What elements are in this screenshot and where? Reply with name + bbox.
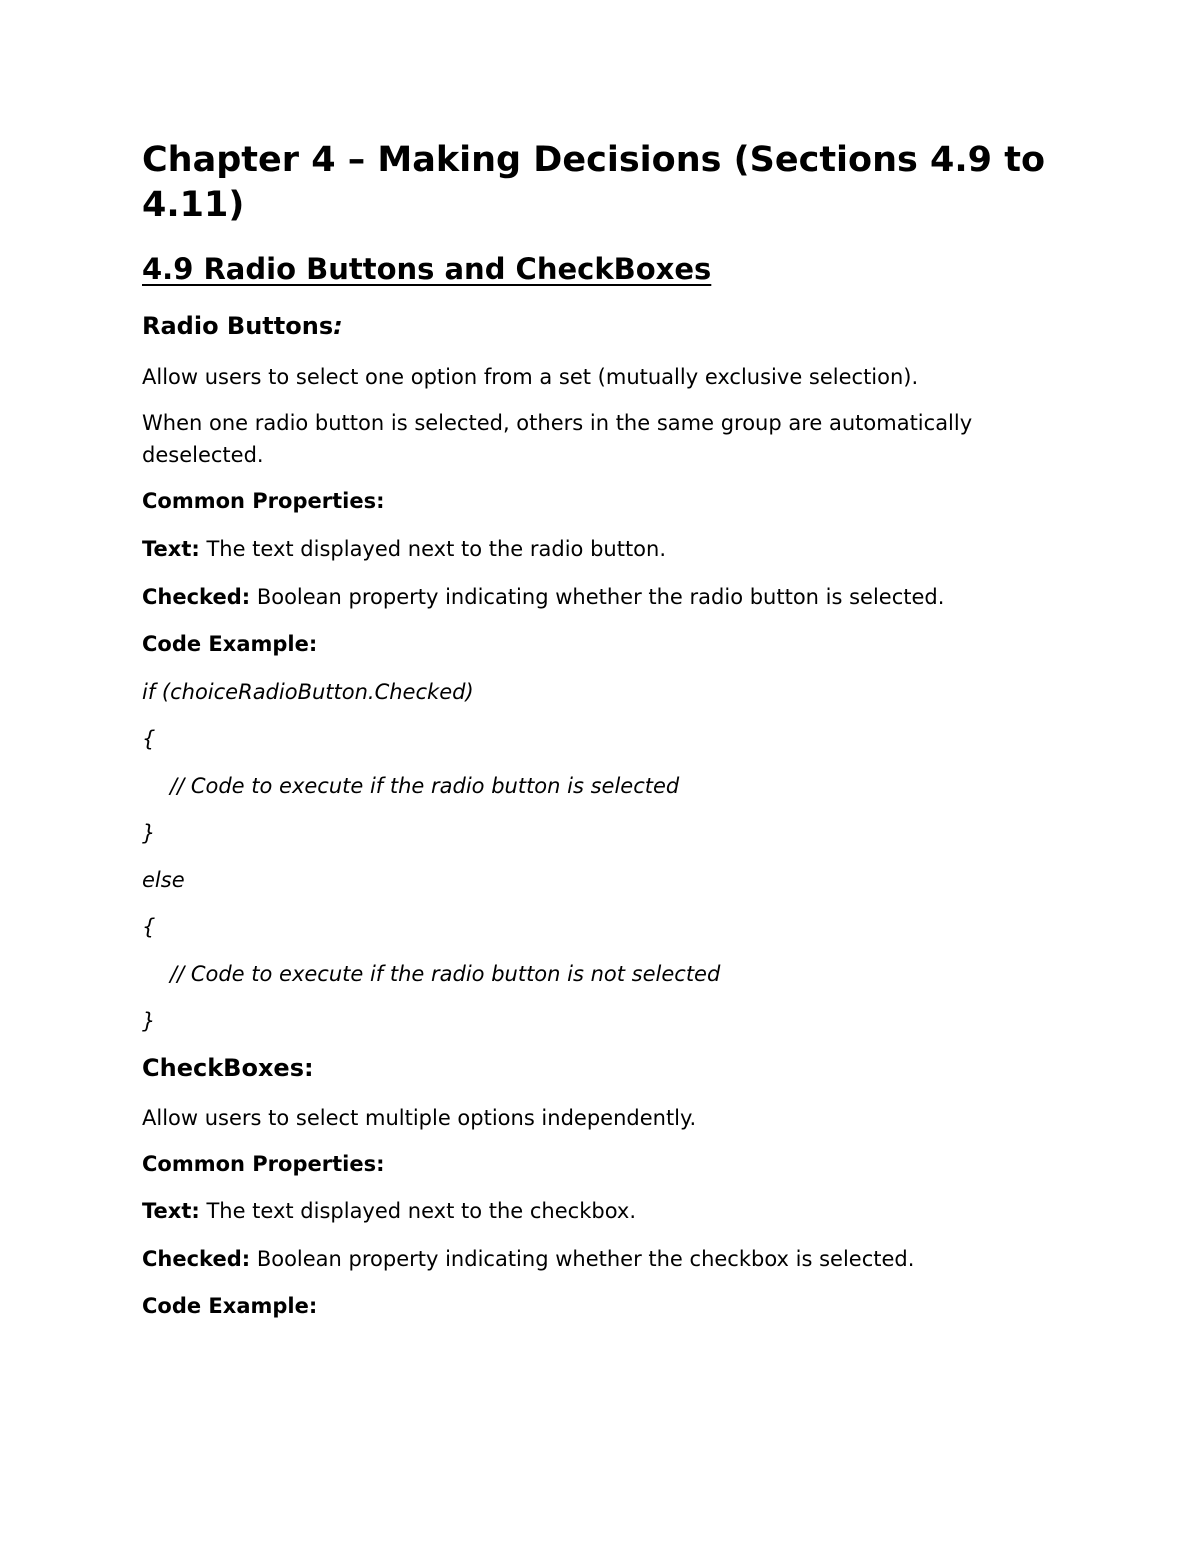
checkbox-text-property-desc: The text displayed next to the checkbox. [199,1199,636,1223]
checkbox-code-example-label [142,1290,1062,1322]
radio-text-property [142,533,1062,565]
radio-checked-property [142,581,1062,613]
radio-buttons-heading-text: Radio Buttons [142,312,334,340]
section-heading: 4.9 Radio Buttons and CheckBoxes [142,252,712,286]
radio-buttons-heading [142,309,1062,343]
checkbox-desc-1: Allow users to select multiple options independently. [142,1106,697,1130]
radio-desc-2: When one radio button is selected, others in the same group are automatically deselected. [142,411,973,467]
radio-text-property-desc: The text displayed next to the radio button. [199,537,667,561]
checkbox-code-example-text: Code Example: [142,1294,318,1318]
radio-checked-property-desc: Boolean property indicating whether the radio button is selected. [250,585,945,609]
document-page [142,138,1062,1322]
radio-common-properties-text: Common Properties: [142,489,385,513]
chapter-title: Chapter 4 – Making Decisions (Sections 4.9 to 4.11) [142,140,1045,225]
radio-code-example-label [142,628,1062,660]
radio-common-properties-label [142,485,1062,517]
radio-desc-1: Allow users to select one option from a set (mutually exclusive selection). [142,365,919,389]
code-line: } [142,821,156,845]
radio-buttons-heading-colon: : [333,312,343,340]
code-line: if (choiceRadioButton.Checked) [142,680,474,704]
checkbox-checked-property [142,1243,1062,1275]
radio-checked-property-label: Checked: [142,585,251,609]
radio-text-property-label: Text: [142,537,200,561]
checkbox-common-properties-label [142,1148,1062,1180]
code-line: { [142,727,156,751]
code-comment-line: // Code to execute if the radio button is selected [170,774,680,798]
checkbox-text-property [142,1195,1062,1227]
checkboxes-heading: CheckBoxes: [142,1054,314,1082]
code-line: } [142,1009,156,1033]
checkbox-checked-property-desc: Boolean property indicating whether the checkbox is selected. [250,1247,915,1271]
code-line: { [142,915,156,939]
code-line: else [142,868,185,892]
checkbox-common-properties-text: Common Properties: [142,1152,385,1176]
radio-code-example-text: Code Example: [142,632,318,656]
checkbox-text-property-label: Text: [142,1199,200,1223]
checkbox-checked-property-label: Checked: [142,1247,251,1271]
code-comment-line: // Code to execute if the radio button is not selected [170,962,721,986]
radio-code-block [142,676,1062,1037]
